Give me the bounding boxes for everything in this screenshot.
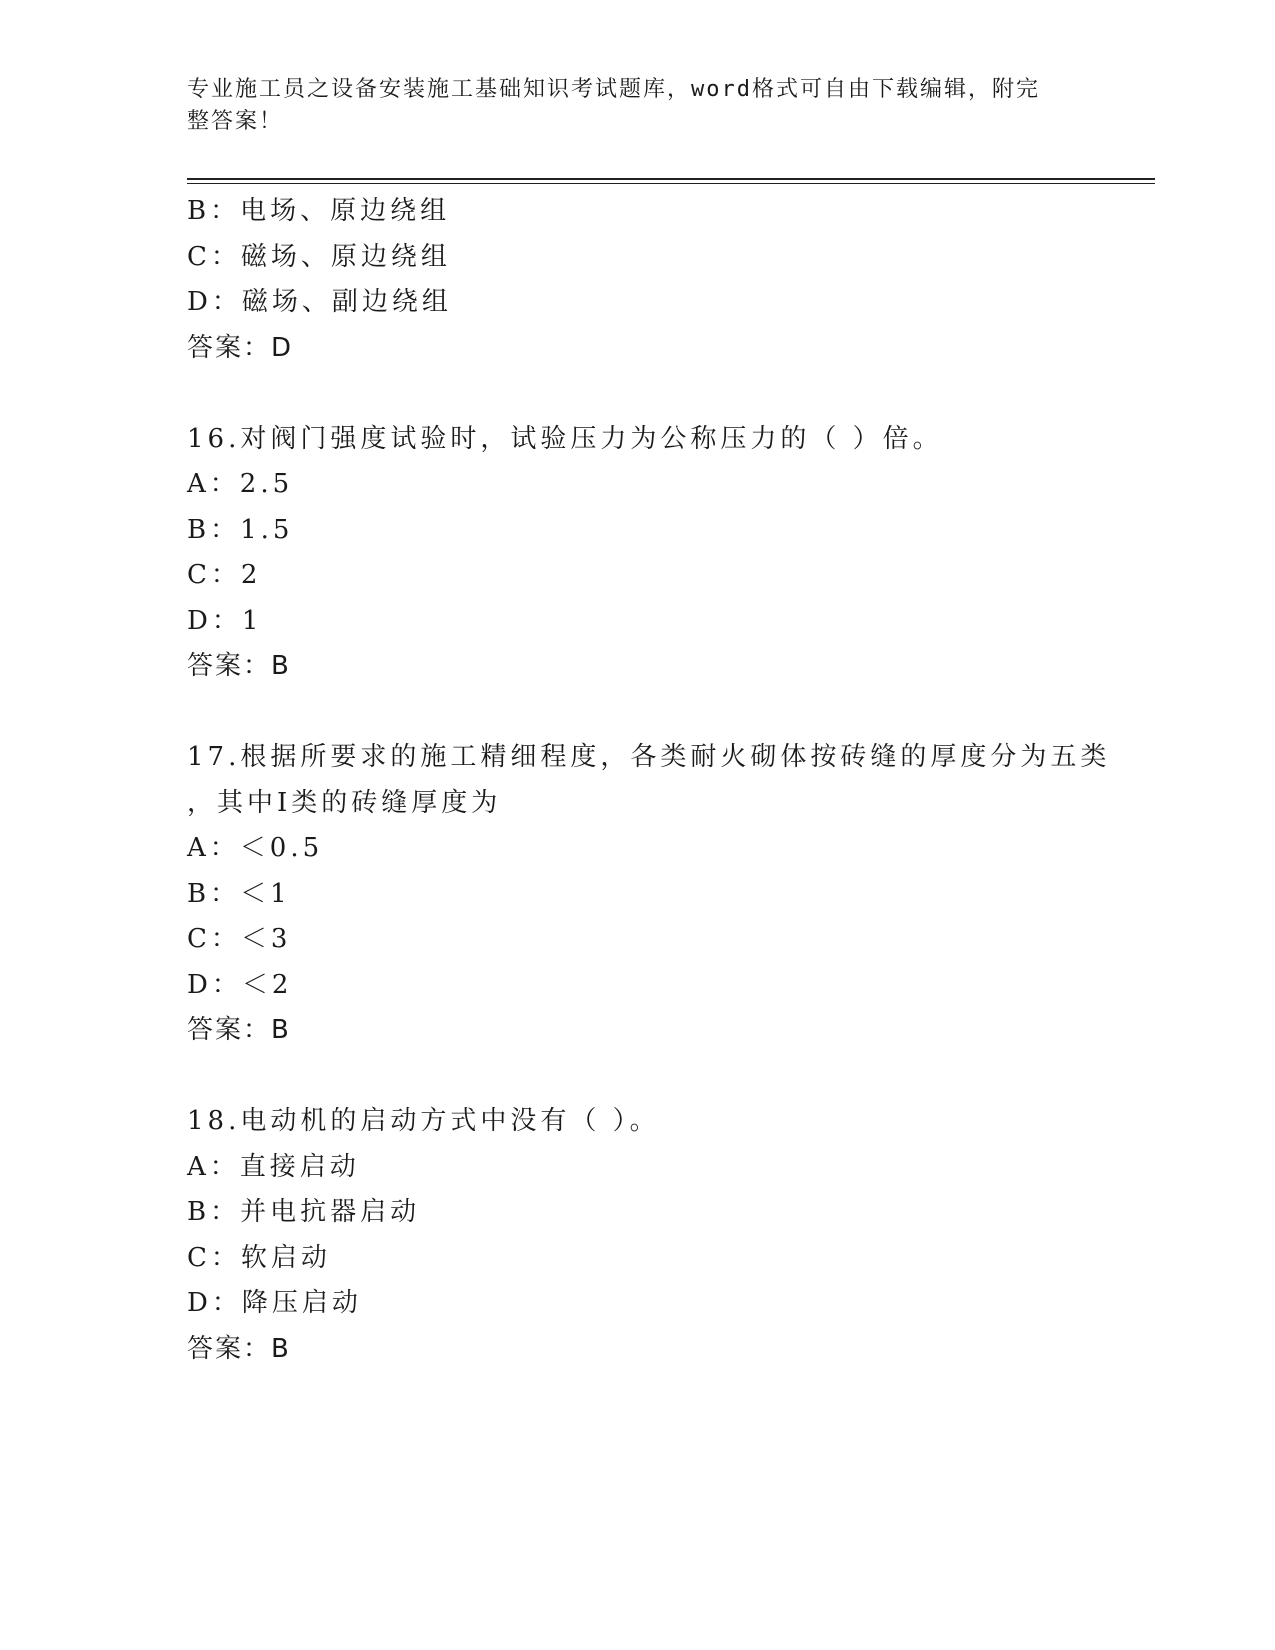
answer: 答案：B	[187, 651, 291, 681]
header-divider-thin	[187, 183, 1155, 184]
header-line-1: 专业施工员之设备安装施工基础知识考试题库，word格式可自由下载编辑，附完	[187, 77, 1040, 102]
question-stem-line-2: ，其中Ⅰ类的砖缝厚度为	[187, 787, 502, 818]
option-a: A：2.5	[187, 469, 294, 499]
answer: 答案：B	[187, 1333, 291, 1364]
option-c: C：2	[187, 560, 262, 590]
option-c: C：磁场、原边绕组	[187, 241, 451, 272]
option-b: B：1.5	[187, 514, 294, 545]
option-c: C：＜3	[187, 924, 292, 954]
option-c: C：软启动	[187, 1242, 331, 1273]
question-stem: 18.电动机的启动方式中没有（ ）。	[187, 1106, 660, 1136]
question-15-continued	[187, 189, 1087, 371]
question-stem-line-1: 17.根据所要求的施工精细程度，各类耐火砌体按砖缝的厚度分为五类	[187, 742, 1111, 772]
option-d: D：1	[187, 605, 263, 636]
question-stem: 16.对阀门强度试验时，试验压力为公称压力的（ ）倍。	[187, 423, 943, 454]
option-d: D：降压启动	[187, 1288, 362, 1318]
question-17	[187, 735, 1111, 1054]
option-b: B：并电抗器启动	[187, 1197, 421, 1227]
question-18	[187, 1099, 1087, 1372]
question-16	[187, 417, 1087, 690]
answer: 答案：B	[187, 1015, 291, 1045]
answer: 答案：D	[187, 332, 294, 363]
document-header	[187, 74, 1057, 138]
option-d: D：＜2	[187, 969, 293, 1000]
header-divider-thick	[187, 178, 1155, 180]
header-line-2: 整答案！	[187, 109, 284, 134]
option-a: A：＜0.5	[187, 833, 324, 863]
option-b: B：＜1	[187, 878, 291, 909]
option-d: D：磁场、副边绕组	[187, 287, 452, 317]
option-b: B：电场、原边绕组	[187, 196, 451, 226]
option-a: A：直接启动	[187, 1151, 360, 1182]
question-list	[187, 189, 1111, 1372]
